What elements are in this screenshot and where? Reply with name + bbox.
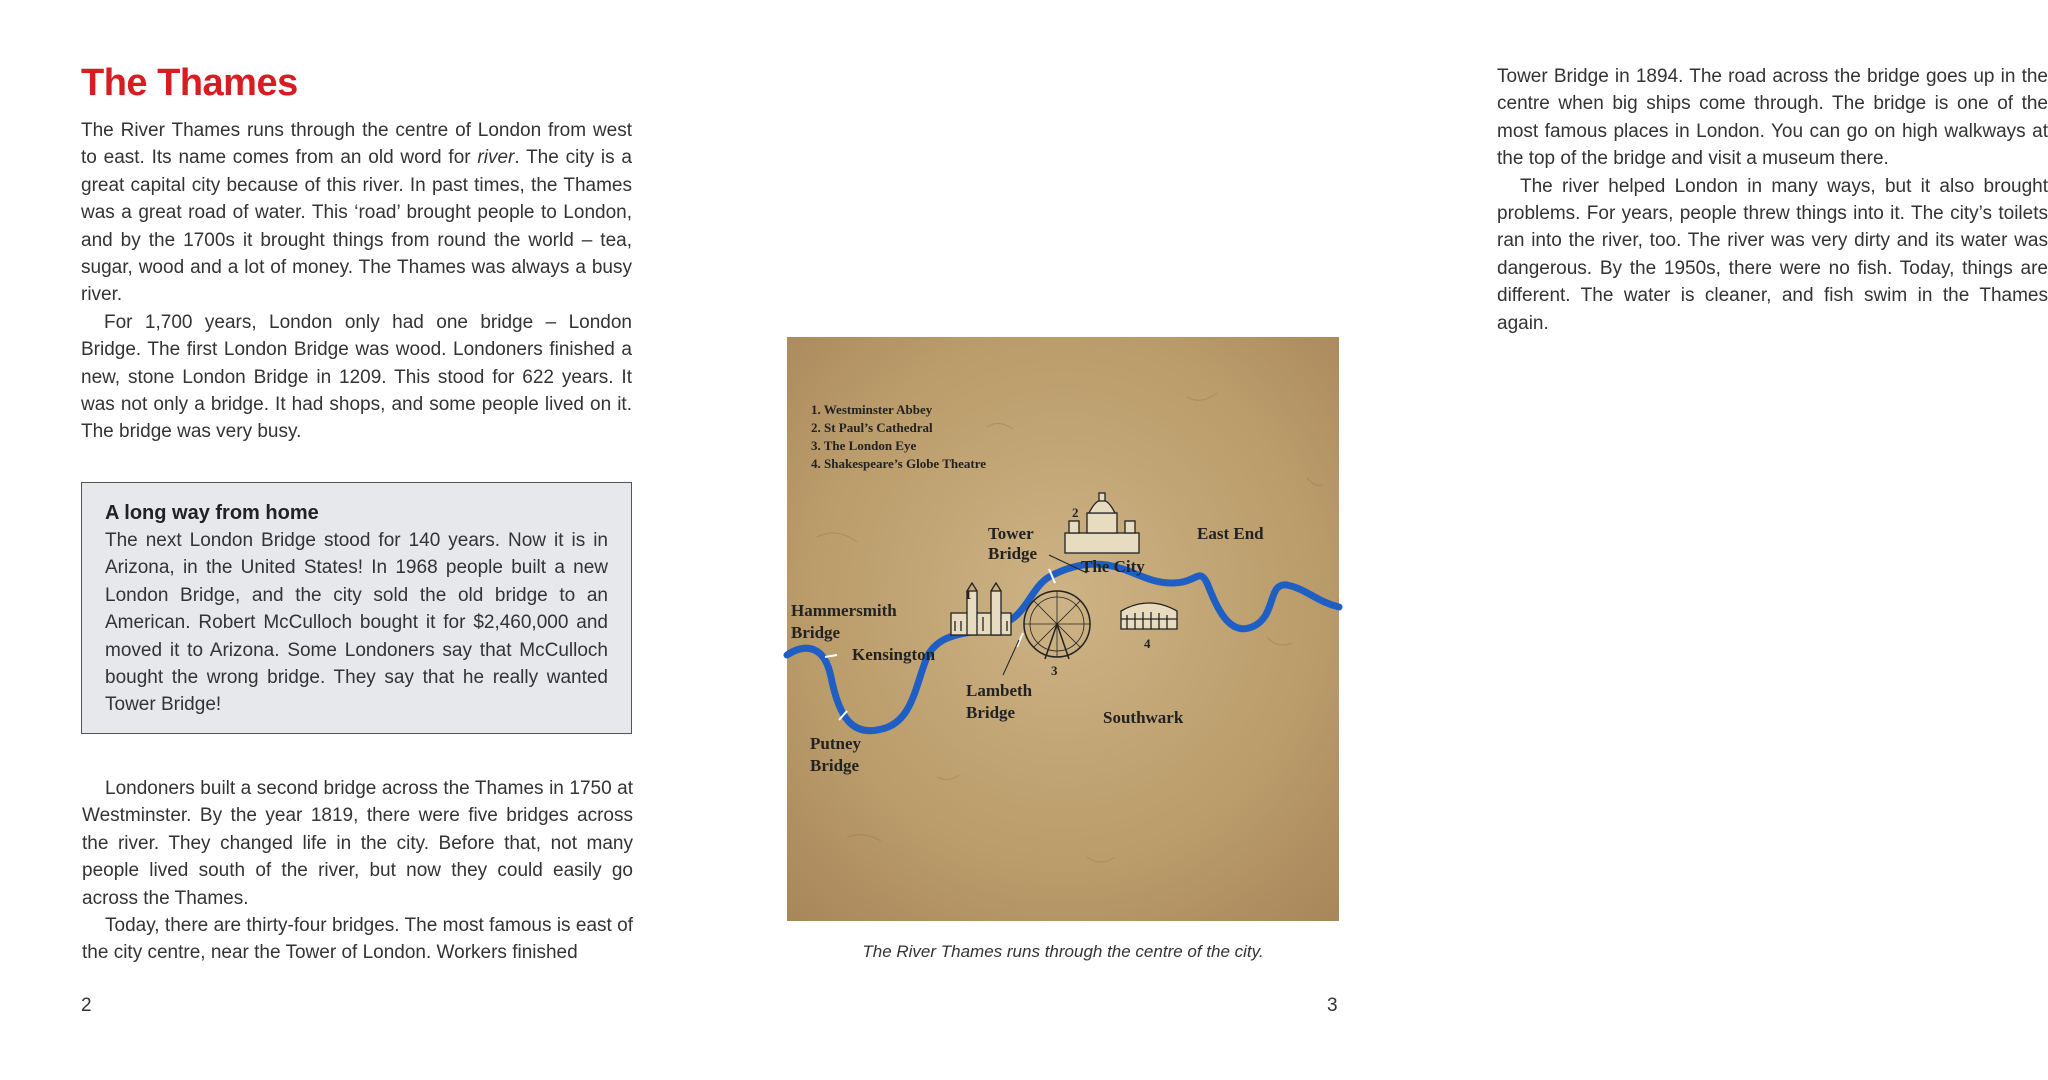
map-caption: The River Thames runs through the centre of the city. bbox=[862, 942, 1264, 961]
right-text-column bbox=[1497, 63, 2048, 337]
thames-map bbox=[787, 337, 1339, 921]
paragraph-thames-intro bbox=[81, 117, 632, 309]
label-kensington: Kensington bbox=[852, 645, 936, 664]
paragraph-text: . The city is a great capital city because of this river. In past times, the Thames was a great road of water. This ‘road’ brought people to London, and by the 1700s it brought things from round the world – tea, sugar, wood and a lot of money. The Thames was always a busy river. bbox=[81, 147, 632, 306]
label-hammersmith: Hammersmith bbox=[791, 601, 897, 620]
intro-text-column bbox=[81, 117, 632, 446]
emphasis-word: river bbox=[477, 147, 515, 169]
label-lambeth-bridge: Bridge bbox=[966, 703, 1016, 722]
map-illustration bbox=[787, 337, 1339, 921]
globe-theatre-icon bbox=[1121, 603, 1177, 629]
label-lambeth: Lambeth bbox=[966, 681, 1033, 700]
label-tower-bridge: Bridge bbox=[988, 544, 1038, 563]
legend-item: 2. St Paul’s Cathedral bbox=[811, 420, 933, 435]
label-southwark: Southwark bbox=[1103, 708, 1184, 727]
label-east-end: East End bbox=[1197, 524, 1264, 543]
bridges-text-column bbox=[82, 775, 633, 967]
landmark-number-4: 4 bbox=[1144, 636, 1151, 651]
paragraph-river-problems: The river helped London in many ways, but it also brought problems. For years, people threw things into it. The city’s toilets ran into the river, too. The river was very dirty and its water was dangerous. By the 1950s, there were no fish. Today, things are different. The water is cleaner, and fish swim in the Thames again. bbox=[1497, 175, 2048, 334]
boxout-panel bbox=[81, 482, 632, 734]
page-title: The Thames bbox=[81, 62, 298, 104]
landmark-number-3: 3 bbox=[1051, 663, 1058, 678]
label-hammersmith-bridge: Bridge bbox=[791, 623, 841, 642]
label-putney-bridge: Bridge bbox=[810, 756, 860, 775]
label-tower: Tower bbox=[988, 524, 1034, 543]
landmark-number-1: 1 bbox=[965, 587, 972, 602]
paragraph-text: The River Thames runs through the centre of London from west to east. Its name comes from an old word for bbox=[81, 120, 632, 169]
paragraph-london-bridge: For 1,700 years, London only had one bridge – London Bridge. The first London Bridge was wood. Londoners finished a new, stone London Bridge in 1209. This stood for 622 years. It was not only a bridge. It had shops, and some people lived on it. The bridge was very busy. bbox=[81, 311, 632, 443]
paragraph-second-bridge: Londoners built a second bridge across the Thames in 1750 at Westminster. By the year 1819, there were five bridges across the river. They changed life in the city. Before that, not many people lived south of the river, but now they could easily go across the Thames. bbox=[82, 778, 633, 909]
paragraph-famous-bridge: Today, there are thirty-four bridges. The most famous is east of the city centre, near the Tower of London. Workers finished bbox=[82, 915, 633, 964]
legend-item: 3. The London Eye bbox=[811, 438, 917, 453]
legend-item: 4. Shakespeare’s Globe Theatre bbox=[811, 456, 987, 471]
left-page bbox=[0, 0, 710, 1080]
landmark-number-2: 2 bbox=[1072, 505, 1079, 520]
legend-item: 1. Westminster Abbey bbox=[811, 402, 933, 417]
page-number-left: 2 bbox=[81, 995, 92, 1016]
boxout-text: The next London Bridge stood for 140 years. Now it is in Arizona, in the United States! In 1968 people built a new London Bridge, and the city sold the old bridge to an American. Robert McCulloch bought it for $2,460,000 and moved it to Arizona. Some Londoners say that McCulloch bought the wrong bridge. They say that he really wanted Tower Bridge! bbox=[105, 530, 608, 716]
label-putney: Putney bbox=[810, 734, 861, 753]
paragraph-tower-bridge: Tower Bridge in 1894. The road across the bridge goes up in the centre when big ships come through. The bridge is one of the most famous places in London. You can go on high walkways at the top of the bridge and visit a museum there. bbox=[1497, 66, 2048, 170]
boxout-heading: A long way from home bbox=[105, 502, 319, 524]
label-the-city: The City bbox=[1081, 557, 1145, 576]
page-number-right: 3 bbox=[1327, 995, 1338, 1016]
